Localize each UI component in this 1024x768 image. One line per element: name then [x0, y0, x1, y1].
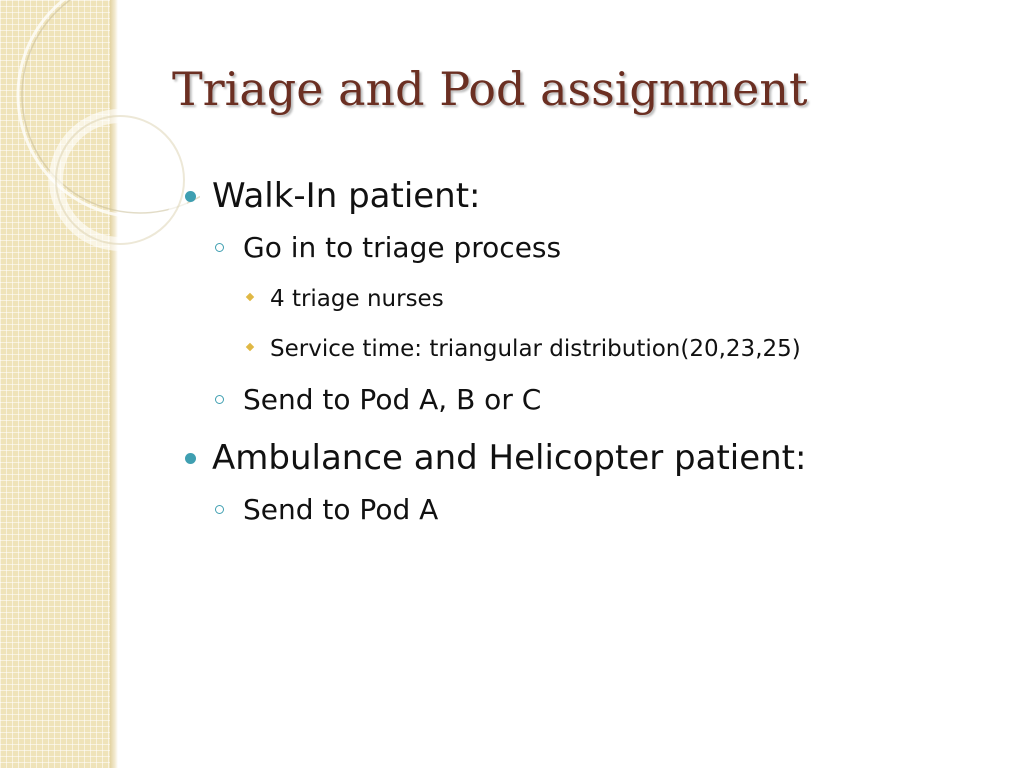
- bullet-list: [182, 170, 982, 536]
- decorative-rings-icon: [0, 0, 200, 300]
- small-square-bullet-icon: [246, 293, 254, 301]
- slide-title: Triage and Pod assignment: [172, 62, 808, 116]
- small-square-bullet-icon: [246, 343, 254, 351]
- bullet-text: Service time: triangular distribution(20,23,25): [270, 336, 801, 362]
- bullet-text: Go in to triage process: [243, 231, 562, 264]
- sub-bullet-send-to-pod-abc: [182, 374, 982, 426]
- sub-sub-bullet-triage-nurses: [182, 274, 982, 324]
- hollow-circle-bullet-icon: [215, 243, 224, 252]
- sub-bullet-send-to-pod-a: [182, 484, 982, 536]
- bullet-text: Ambulance and Helicopter patient:: [212, 438, 807, 478]
- hollow-circle-bullet-icon: [215, 505, 224, 514]
- bullet-text: Send to Pod A, B or C: [243, 383, 542, 416]
- bullet-text: 4 triage nurses: [270, 286, 444, 312]
- bullet-ambulance-helicopter: [182, 432, 982, 484]
- filled-circle-bullet-icon: [185, 453, 196, 464]
- bullet-text: Walk-In patient:: [212, 176, 481, 216]
- sub-sub-bullet-service-time: [182, 324, 982, 374]
- filled-circle-bullet-icon: [185, 191, 196, 202]
- hollow-circle-bullet-icon: [215, 395, 224, 404]
- bullet-text: Send to Pod A: [243, 493, 439, 526]
- bullet-walk-in: [182, 170, 982, 222]
- sub-bullet-triage-process: [182, 222, 982, 274]
